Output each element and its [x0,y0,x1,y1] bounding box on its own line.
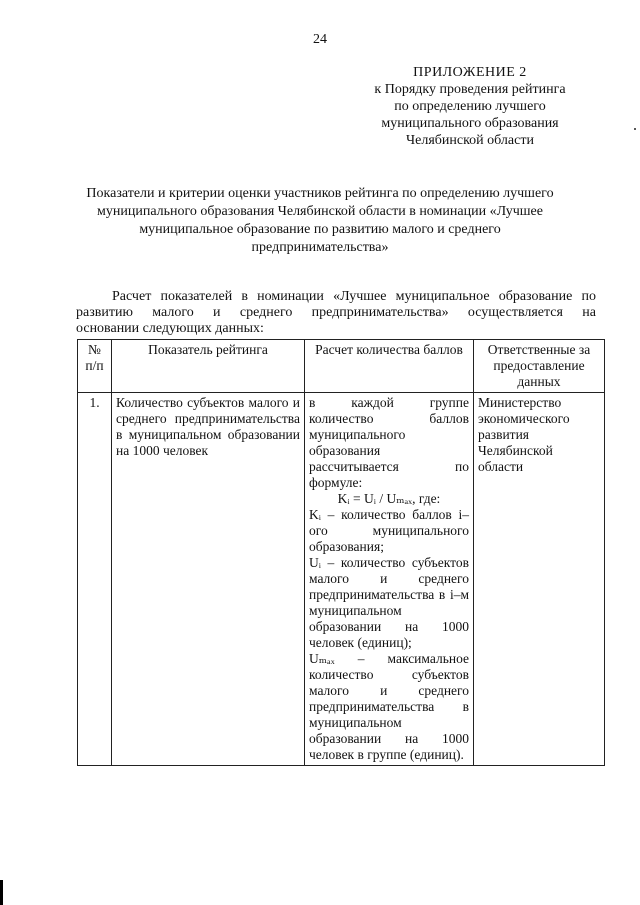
calc-def-k: Kᵢ – количество баллов i–ого муниципального образования; [309,507,469,554]
criteria-table [77,339,605,766]
heading-line: предпринимательства» [251,240,389,255]
appendix-title: ПРИЛОЖЕНИЕ 2 [413,65,527,80]
table-row [78,393,605,766]
calc-formula: Kᵢ = Uᵢ / Uₘₐₓ, где: [337,491,441,506]
row-num: 1. [78,393,112,766]
intro-paragraph [76,289,596,337]
heading-line: муниципального образования Челябинской области в номинации «Лучшее [97,204,543,219]
header-num: № п/п [78,340,112,393]
row-responsible: Министерство экономического развития Челябинской области [474,393,605,766]
calc-def-umax: Uₘₐₓ – максимальное количество субъектов малого и среднего предпринимательства в муниципальном образовании на 1000 человек в группе (единиц). [309,651,469,762]
heading-line: муниципальное образование по развитию малого и среднего [139,222,501,237]
header-indicator: Показатель рейтинга [112,340,305,393]
page-number: 24 [313,32,327,47]
row-calc [305,393,474,766]
intro-text: Расчет показателей в номинации «Лучшее муниципальное образование по развитию малого и среднего предпринимательства» осуществляется на [76,289,596,320]
appendix-block [340,64,600,149]
header-calc: Расчет количества баллов [305,340,474,393]
table-header-row [78,340,605,393]
appendix-line: муниципального образования [381,116,559,131]
appendix-line: Челябинской области [406,133,534,148]
calc-def-u: Uᵢ – количество субъектов малого и среднего предпринимательства в i–м муниципальном образовании на 1000 человек (единиц); [309,555,469,650]
stray-dot [634,128,636,130]
row-indicator: Количество субъектов малого и среднего предпринимательства в муниципальном образовании на 1000 человек [112,393,305,766]
header-responsible: Ответственные за предоставление данных [474,340,605,393]
document-heading [80,185,560,257]
intro-text-end: основании следующих данных: [76,321,264,336]
scan-edge-mark [0,880,3,905]
heading-line: Показатели и критерии оценки участников рейтинга по определению лучшего [86,186,554,201]
appendix-line: к Порядку проведения рейтинга [374,82,566,97]
calc-intro: в каждой группе количество баллов муниципального образования рассчитывается по формуле: [309,395,469,490]
appendix-line: по определению лучшего [394,99,546,114]
